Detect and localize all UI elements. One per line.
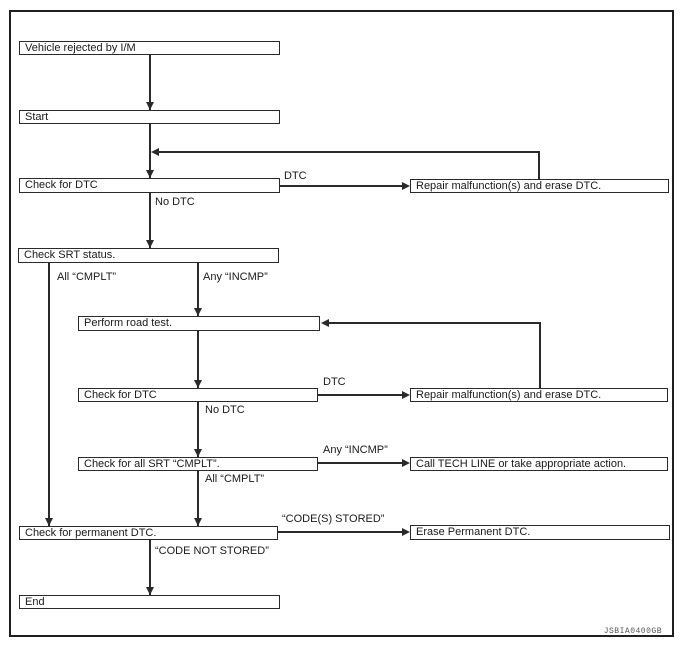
connector-any-incmp2 — [318, 462, 404, 464]
arrowhead-into-permanent — [194, 518, 202, 526]
figure-id-watermark: JSBIA0400GB — [603, 627, 662, 636]
label-codes-stored: “CODE(S) STORED” — [282, 513, 385, 525]
node-vehicle-rejected: Vehicle rejected by I/M — [19, 41, 280, 55]
label-no-dtc-1: No DTC — [155, 196, 195, 208]
arrowhead-into-checkdtc1 — [146, 170, 154, 178]
node-check-all-srt-cmplt: Check for all SRT “CMPLT”. — [78, 457, 318, 471]
feedback-line2-horizontal — [325, 322, 541, 324]
label-all-cmplt-1: All “CMPLT” — [57, 271, 117, 283]
arrowhead-into-end — [146, 587, 154, 595]
node-check-permanent-dtc: Check for permanent DTC. — [19, 526, 278, 540]
arrowhead-into-repair2 — [402, 391, 410, 399]
arrowhead-into-checksrt — [146, 240, 154, 248]
connector-dtc2 — [318, 394, 404, 396]
label-no-dtc-2: No DTC — [205, 404, 245, 416]
node-erase-permanent-dtc: Erase Permanent DTC. — [410, 525, 670, 540]
label-code-not-stored: “CODE NOT STORED” — [155, 545, 269, 557]
arrowhead-into-erase — [402, 528, 410, 536]
node-repair-erase-dtc-1: Repair malfunction(s) and erase DTC. — [410, 179, 669, 193]
feedback-line1-vertical — [538, 152, 540, 179]
label-any-incmp-1: Any “INCMP” — [203, 271, 268, 283]
flow-line-all-cmplt-branch — [48, 263, 50, 526]
node-check-for-dtc-1: Check for DTC — [19, 178, 280, 193]
node-repair-erase-dtc-2: Repair malfunction(s) and erase DTC. — [410, 388, 668, 402]
arrowhead-feedback2 — [321, 319, 329, 327]
feedback-line1-horizontal — [155, 151, 540, 153]
arrowhead-into-checkallsrt — [194, 449, 202, 457]
label-any-incmp-2: Any “INCMP” — [323, 444, 388, 456]
label-dtc-2: DTC — [323, 376, 346, 388]
arrowhead-feedback1 — [151, 148, 159, 156]
node-check-for-dtc-2: Check for DTC — [78, 388, 318, 402]
node-check-srt-status: Check SRT status. — [18, 248, 279, 263]
label-dtc-1: DTC — [284, 170, 307, 182]
arrowhead-into-checkdtc2 — [194, 380, 202, 388]
arrowhead-into-calltech — [402, 459, 410, 467]
node-perform-road-test: Perform road test. — [78, 316, 320, 331]
node-start: Start — [19, 110, 280, 124]
connector-dtc1 — [280, 185, 404, 187]
arrowhead-allcmplt-into-permanent — [45, 518, 53, 526]
feedback-line2-vertical — [539, 323, 541, 388]
arrowhead-into-repair1 — [402, 182, 410, 190]
label-all-cmplt-2: All “CMPLT” — [205, 473, 265, 485]
connector-codes-stored — [278, 531, 404, 533]
arrowhead-into-roadtest — [194, 308, 202, 316]
node-end: End — [19, 595, 280, 609]
arrowhead-into-start — [146, 102, 154, 110]
node-call-tech-line: Call TECH LINE or take appropriate action. — [410, 457, 668, 471]
